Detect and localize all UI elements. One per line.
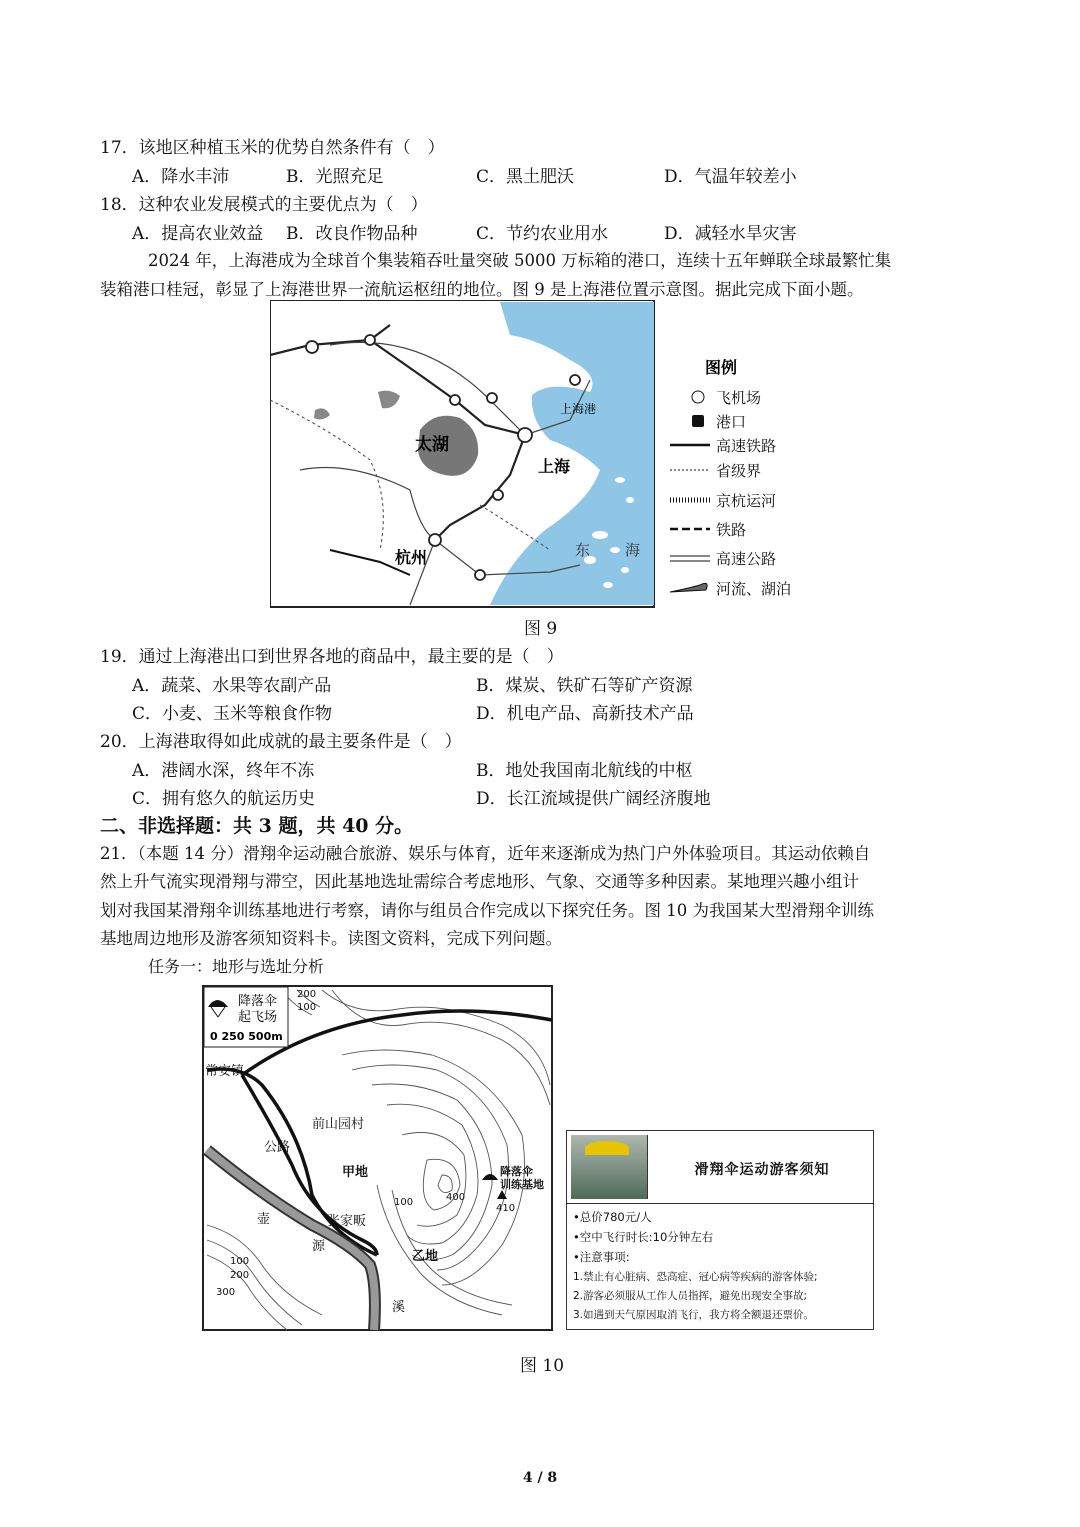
contour-200-a: 200 xyxy=(230,1270,250,1281)
card-notes-heading: •注意事项: xyxy=(573,1250,630,1264)
section-2-heading: 二、非选择题：共 3 题，共 40 分。 xyxy=(100,815,414,837)
task-1-label: 任务一：地形与选址分析 xyxy=(148,957,325,976)
label-yi: 乙地 xyxy=(412,1249,439,1264)
label-jia: 甲地 xyxy=(342,1165,369,1180)
q19-option-c[interactable]: C．小麦、玉米等粮食作物 xyxy=(132,704,333,724)
label-base-2: 训练基地 xyxy=(500,1178,544,1191)
q19-option-a[interactable]: A．蔬菜、水果等农副产品 xyxy=(132,676,332,696)
q18-option-c[interactable]: C．节约农业用水 xyxy=(476,224,609,244)
label-road: 公路 xyxy=(264,1140,291,1155)
legend-parachute-1: 降落伞 xyxy=(238,994,278,1009)
q17-option-a[interactable]: A．降水丰沛 xyxy=(132,167,230,187)
intro-line-2: 装箱港口桂冠，彰显了上海港世界一流航运枢纽的地位。图 9 是上海港位置示意图。据此完成下面小题。 xyxy=(100,280,864,299)
q18-option-a[interactable]: A．提高农业效益 xyxy=(132,224,264,244)
airport-icon xyxy=(692,391,704,403)
q17-option-d[interactable]: D．气温年较差小 xyxy=(664,167,797,187)
card-price: •总价780元/人 xyxy=(573,1210,652,1224)
peak-elevation: 410 xyxy=(496,1203,516,1214)
legend-river: 河流、湖泊 xyxy=(716,580,792,598)
q18-option-d[interactable]: D．减轻水旱灾害 xyxy=(664,224,797,244)
port-icon xyxy=(692,415,704,427)
q17-stem: 17．该地区种植玉米的优势自然条件有（ ） xyxy=(100,138,445,158)
label-village: 前山园村 xyxy=(312,1117,365,1132)
label-taihu: 太湖 xyxy=(415,435,449,455)
q19-option-b[interactable]: B．煤炭、铁矿石等矿产资源 xyxy=(476,676,693,696)
q21-line-2: 然上升气流实现滑翔与滞空，因此基地选址需综合考虑地形、气象、交通等多种因素。某地理兴趣小组计 xyxy=(100,872,859,891)
label-town: 常安镇 xyxy=(205,1064,245,1079)
paraglider-icon xyxy=(585,1141,629,1155)
label-zhang: 张家畈 xyxy=(327,1214,367,1229)
contour-400-a: 400 xyxy=(446,1192,466,1203)
q18-stem: 18．这种农业发展模式的主要优点为（ ） xyxy=(100,195,428,215)
figure-9-caption: 图 9 xyxy=(524,619,558,639)
q20-option-b[interactable]: B．地处我国南北航线的中枢 xyxy=(476,761,693,781)
legend-airport: 飞机场 xyxy=(716,389,762,407)
legend-hsr: 高速铁路 xyxy=(716,437,777,455)
river-label-3: 溪 xyxy=(392,1300,406,1315)
scale-bar: 0 250 500m xyxy=(210,1030,283,1043)
q17-option-c[interactable]: C．黑土肥沃 xyxy=(476,167,575,187)
card-note-2: 2.游客必须服从工作人员指挥，避免出现安全事故; xyxy=(573,1290,808,1302)
legend-highway: 高速公路 xyxy=(716,550,777,568)
card-duration: •空中飞行时长:10分钟左右 xyxy=(573,1230,714,1244)
river-label-2: 源 xyxy=(312,1239,326,1254)
label-base-1: 降落伞 xyxy=(500,1165,533,1178)
contour-100-a: 100 xyxy=(230,1256,250,1267)
shanghai-port-map xyxy=(270,300,810,610)
label-east-1: 东 xyxy=(575,541,591,559)
q21-line-1: 21．（本题 14 分）滑翔伞运动融合旅游、娱乐与体育，近年来逐渐成为热门户外体验项目。其运动依赖自 xyxy=(100,844,871,863)
q19-stem: 19．通过上海港出口到世界各地的商品中，最主要的是（ ） xyxy=(100,647,564,667)
river-label-1: 壶 xyxy=(257,1212,271,1227)
legend-canal: 京杭运河 xyxy=(716,492,777,510)
card-note-1: 1.禁止有心脏病、恐高症、冠心病等疾病的游客体验; xyxy=(573,1271,818,1283)
label-hangzhou: 杭州 xyxy=(395,548,428,567)
figure-10-caption: 图 10 xyxy=(520,1356,565,1376)
paragliding-topo-map xyxy=(202,985,554,1333)
visitor-notice-card xyxy=(566,1130,874,1330)
q20-option-d[interactable]: D．长江流域提供广阔经济腹地 xyxy=(476,789,711,809)
contour-300-a: 300 xyxy=(216,1287,236,1298)
legend-title: 图例 xyxy=(705,358,738,377)
q20-stem: 20．上海港取得如此成就的最主要条件是（ ） xyxy=(100,732,462,752)
q20-option-a[interactable]: A．港阔水深，终年不冻 xyxy=(132,761,315,781)
q21-line-3: 划对我国某滑翔伞训练基地进行考察，请你与组员合作完成以下探究任务。图 10 为我国某大型滑翔伞训练 xyxy=(100,901,874,920)
contour-100-b: 100 xyxy=(297,1002,317,1013)
q17-option-b[interactable]: B．光照充足 xyxy=(286,167,384,187)
q21-line-4: 基地周边地形及游客须知资料卡。读图文资料，完成下列问题。 xyxy=(100,929,562,948)
card-title: 滑翔伞运动游客须知 xyxy=(694,1162,830,1178)
contour-200-b: 200 xyxy=(297,989,317,1000)
q20-option-c[interactable]: C．拥有悠久的航运历史 xyxy=(132,789,316,809)
q18-option-b[interactable]: B．改良作物品种 xyxy=(286,224,418,244)
page-number: 4 / 8 xyxy=(522,1470,558,1486)
legend-rail: 铁路 xyxy=(716,521,747,539)
q19-option-d[interactable]: D．机电产品、高新技术产品 xyxy=(476,704,694,724)
label-shanghai: 上海 xyxy=(538,457,571,476)
intro-line-1: 2024 年，上海港成为全球首个集装箱吞吐量突破 5000 万标箱的港口，连续十五年蝉联全球最繁忙集 xyxy=(148,251,892,270)
label-east-2: 海 xyxy=(625,541,641,559)
card-photo xyxy=(571,1135,648,1199)
card-note-3: 3.如遇到天气原因取消飞行，我方将全额退还票价。 xyxy=(573,1309,815,1321)
legend-border: 省级界 xyxy=(716,462,762,480)
legend-parachute-2: 起飞场 xyxy=(238,1010,278,1025)
contour-100-c: 100 xyxy=(394,1197,414,1208)
label-port: 上海港 xyxy=(560,402,597,416)
legend-port: 港口 xyxy=(716,413,747,431)
